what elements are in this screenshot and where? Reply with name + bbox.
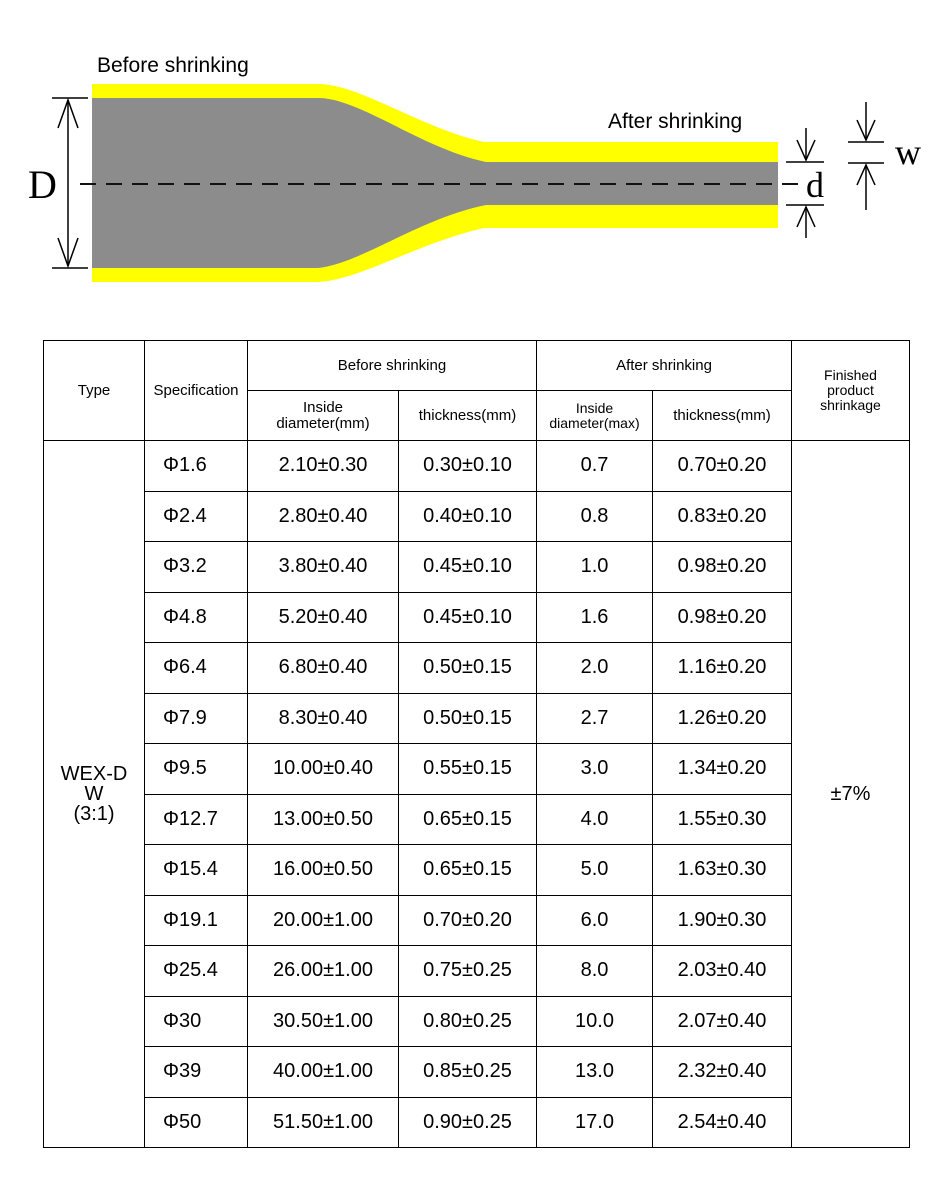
before-inside-diameter-cell: 2.10±0.30	[248, 441, 399, 492]
table-row	[44, 794, 910, 845]
dim-w-label: w	[895, 132, 921, 172]
header-before-id-line1: Inside	[302, 398, 344, 416]
dim-D-label: D	[28, 162, 57, 207]
header-finished-shrinkage	[792, 341, 910, 441]
after-thickness-cell: 2.32±0.40	[653, 1047, 792, 1098]
table-row	[44, 592, 910, 643]
before-inside-diameter-cell: 3.80±0.40	[248, 542, 399, 593]
header-after-thickness: thickness(mm)	[653, 391, 792, 441]
header-finished-line1: Finished	[824, 367, 877, 383]
before-inside-diameter-cell: 40.00±1.00	[248, 1047, 399, 1098]
before-thickness-cell: 0.50±0.15	[399, 693, 537, 744]
dim-d-label: d	[806, 165, 824, 205]
after-inside-diameter-cell: 1.6	[537, 592, 653, 643]
after-inside-diameter-cell: 1.0	[537, 542, 653, 593]
header-before-inside-diameter	[248, 391, 399, 441]
after-thickness-cell: 1.34±0.20	[653, 744, 792, 795]
after-inside-diameter-cell: 17.0	[537, 1097, 653, 1148]
header-after-inside-diameter	[537, 391, 653, 441]
spec-cell: Φ6.4	[145, 643, 248, 694]
before-inside-diameter-cell: 2.80±0.40	[248, 491, 399, 542]
spec-cell: Φ4.8	[145, 592, 248, 643]
table-row	[44, 845, 910, 896]
header-after-shrinking: After shrinking	[537, 341, 792, 391]
spec-table	[43, 340, 910, 1148]
after-inside-diameter-cell: 4.0	[537, 794, 653, 845]
before-inside-diameter-cell: 6.80±0.40	[248, 643, 399, 694]
after-thickness-cell: 1.26±0.20	[653, 693, 792, 744]
spec-cell: Φ50	[145, 1097, 248, 1148]
after-inside-diameter-cell: 0.8	[537, 491, 653, 542]
before-thickness-cell: 0.90±0.25	[399, 1097, 537, 1148]
table-row	[44, 744, 910, 795]
spec-cell: Φ2.4	[145, 491, 248, 542]
table-row	[44, 895, 910, 946]
shrinkage-cell: ±7%	[792, 441, 910, 1148]
table-row	[44, 643, 910, 694]
header-after-id-line1: Inside	[575, 399, 614, 416]
after-shrinking-label: After shrinking	[608, 110, 743, 133]
before-inside-diameter-cell: 10.00±0.40	[248, 744, 399, 795]
before-thickness-cell: 0.40±0.10	[399, 491, 537, 542]
type-line: WEX-D	[60, 763, 128, 785]
after-inside-diameter-cell: 10.0	[537, 996, 653, 1047]
after-inside-diameter-cell: 8.0	[537, 946, 653, 997]
after-thickness-cell: 2.07±0.40	[653, 996, 792, 1047]
shrink-diagram	[0, 0, 950, 300]
spec-cell: Φ15.4	[145, 845, 248, 896]
before-inside-diameter-cell: 16.00±0.50	[248, 845, 399, 896]
before-thickness-cell: 0.65±0.15	[399, 845, 537, 896]
header-finished-line3: shrinkage	[820, 397, 881, 413]
after-thickness-cell: 0.70±0.20	[653, 441, 792, 492]
before-thickness-cell: 0.45±0.10	[399, 592, 537, 643]
after-thickness-cell: 1.63±0.30	[653, 845, 792, 896]
spec-cell: Φ1.6	[145, 441, 248, 492]
header-type: Type	[44, 341, 145, 441]
type-cell	[44, 441, 145, 1148]
table-row	[44, 946, 910, 997]
before-thickness-cell: 0.75±0.25	[399, 946, 537, 997]
table-row	[44, 1097, 910, 1148]
before-inside-diameter-cell: 8.30±0.40	[248, 693, 399, 744]
before-shrinking-label: Before shrinking	[97, 54, 249, 77]
before-inside-diameter-cell: 5.20±0.40	[248, 592, 399, 643]
after-inside-diameter-cell: 5.0	[537, 845, 653, 896]
before-thickness-cell: 0.30±0.10	[399, 441, 537, 492]
after-thickness-cell: 0.98±0.20	[653, 592, 792, 643]
table-row	[44, 996, 910, 1047]
before-thickness-cell: 0.55±0.15	[399, 744, 537, 795]
before-thickness-cell: 0.50±0.15	[399, 643, 537, 694]
before-inside-diameter-cell: 26.00±1.00	[248, 946, 399, 997]
after-thickness-cell: 2.03±0.40	[653, 946, 792, 997]
table-row	[44, 693, 910, 744]
before-inside-diameter-cell: 51.50±1.00	[248, 1097, 399, 1148]
header-before-shrinking: Before shrinking	[248, 341, 537, 391]
spec-cell: Φ12.7	[145, 794, 248, 845]
type-line: W	[84, 783, 104, 805]
spec-cell: Φ30	[145, 996, 248, 1047]
before-inside-diameter-cell: 30.50±1.00	[248, 996, 399, 1047]
spec-cell: Φ19.1	[145, 895, 248, 946]
after-inside-diameter-cell: 2.0	[537, 643, 653, 694]
after-thickness-cell: 2.54±0.40	[653, 1097, 792, 1148]
after-thickness-cell: 1.16±0.20	[653, 643, 792, 694]
after-inside-diameter-cell: 2.7	[537, 693, 653, 744]
after-inside-diameter-cell: 0.7	[537, 441, 653, 492]
spec-cell: Φ9.5	[145, 744, 248, 795]
after-inside-diameter-cell: 6.0	[537, 895, 653, 946]
table-row	[44, 542, 910, 593]
table-row	[44, 1047, 910, 1098]
spec-cell: Φ39	[145, 1047, 248, 1098]
spec-cell: Φ25.4	[145, 946, 248, 997]
before-inside-diameter-cell: 13.00±0.50	[248, 794, 399, 845]
after-thickness-cell: 0.83±0.20	[653, 491, 792, 542]
before-thickness-cell: 0.45±0.10	[399, 542, 537, 593]
header-before-thickness: thickness(mm)	[399, 391, 537, 441]
before-thickness-cell: 0.65±0.15	[399, 794, 537, 845]
after-thickness-cell: 1.90±0.30	[653, 895, 792, 946]
after-thickness-cell: 0.98±0.20	[653, 542, 792, 593]
spec-cell: Φ3.2	[145, 542, 248, 593]
type-line: (3:1)	[73, 803, 115, 825]
after-thickness-cell: 1.55±0.30	[653, 794, 792, 845]
table-row	[44, 441, 910, 492]
table-row	[44, 491, 910, 542]
after-inside-diameter-cell: 13.0	[537, 1047, 653, 1098]
header-after-id-line2: diameter(max)	[549, 414, 640, 431]
header-before-id-line2: diameter(mm)	[276, 414, 370, 432]
before-thickness-cell: 0.80±0.25	[399, 996, 537, 1047]
before-thickness-cell: 0.70±0.20	[399, 895, 537, 946]
before-thickness-cell: 0.85±0.25	[399, 1047, 537, 1098]
before-inside-diameter-cell: 20.00±1.00	[248, 895, 399, 946]
spec-cell: Φ7.9	[145, 693, 248, 744]
header-specification: Specification	[145, 341, 248, 441]
header-finished-line2: product	[827, 382, 874, 398]
after-inside-diameter-cell: 3.0	[537, 744, 653, 795]
